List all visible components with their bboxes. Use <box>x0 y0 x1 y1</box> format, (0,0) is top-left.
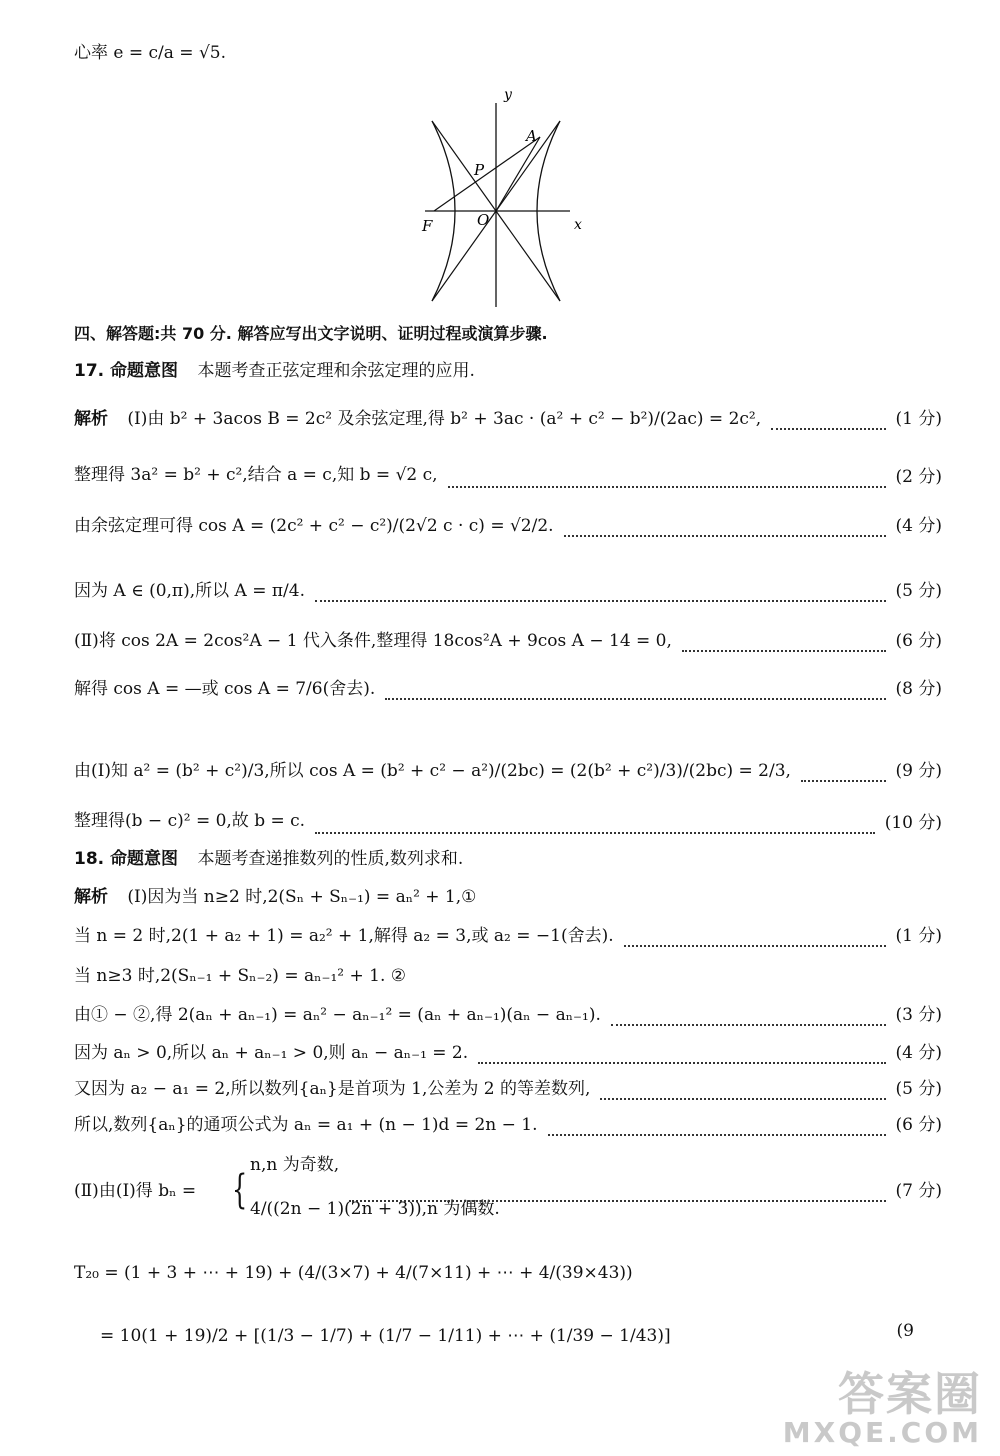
eccentricity-text: 心率 e = c/a = √5. <box>74 43 227 63</box>
q17-line-2: 整理得 3a² = b² + c²,结合 a = c,知 b = √2 c, <box>74 465 438 485</box>
q17-analysis-label: 解析 <box>74 409 108 429</box>
watermark-url: MXQE.COM <box>782 1416 982 1449</box>
label-O: O <box>477 211 490 229</box>
line-OA <box>496 137 540 211</box>
watermark <box>782 1367 982 1449</box>
q17-score-6: (8 分) <box>895 679 942 699</box>
q18-intent-label: 18. 命题意图 <box>74 849 179 869</box>
q17-score-5: (6 分) <box>895 631 942 651</box>
q17-line-1 <box>74 408 761 430</box>
label-y: y <box>504 87 512 103</box>
dot-leader <box>315 578 886 602</box>
dot-leader <box>801 758 886 782</box>
dot-leader <box>349 1178 885 1202</box>
q17-score-4: (5 分) <box>895 581 942 601</box>
q17-line-1-text: (Ⅰ)由 b² + 3acos B = 2c² 及余弦定理,得 b² + 3ac · (a² + c² − b²)/(2ac) = 2c², <box>127 409 762 429</box>
q17-line-4: 因为 A ∈ (0,π),所以 A = π/4. <box>74 581 305 601</box>
q18-case-odd: n,n 为奇数, <box>250 1155 340 1175</box>
q18-score-6: (6 分) <box>895 1115 942 1135</box>
q18-case-even: 4/((2n − 1)(2n + 3)),n 为偶数. <box>250 1199 500 1219</box>
section-heading: 四、解答题:共 70 分. 解答应写出文字说明、证明过程或演算步骤. <box>74 324 548 343</box>
q18-line-6: 所以,数列{aₙ}的通项公式为 aₙ = a₁ + (n − 1)d = 2n − 1. <box>74 1115 538 1135</box>
dot-leader <box>478 1040 885 1064</box>
q17-score-7: (9 分) <box>895 761 942 781</box>
label-A: A <box>526 127 537 145</box>
q17-line-5: (Ⅱ)将 cos 2A = 2cos²A − 1 代入条件,整理得 18cos²A + 9cos A − 14 = 0, <box>74 631 672 651</box>
dot-leader <box>564 513 886 537</box>
q17-intent-label: 17. 命题意图 <box>74 361 179 381</box>
dot-leader <box>600 1076 885 1100</box>
q17-line-8: 整理得(b − c)² = 0,故 b = c. <box>74 811 306 831</box>
q17-score-3: (4 分) <box>895 516 942 536</box>
brace-icon: { <box>232 1167 248 1213</box>
dot-leader <box>448 464 886 488</box>
q18-score-3: (3 分) <box>895 1005 942 1025</box>
label-F: F <box>422 217 433 235</box>
hyperbola-figure <box>410 85 595 310</box>
q18-t20-line2: = 10(1 + 19)/2 + [(1/3 − 1/7) + (1/7 − 1/11) + ⋯ + (1/39 − 1/43)] <box>100 1326 671 1346</box>
q18-score-5: (5 分) <box>895 1079 942 1099</box>
q17-score-8: (10 分) <box>884 813 942 833</box>
dot-leader <box>771 406 885 430</box>
q18-line-4: 因为 aₙ > 0,所以 aₙ + aₙ₋₁ > 0,则 aₙ − aₙ₋₁ = 2. <box>74 1043 469 1063</box>
q18-line-3: 由① − ②,得 2(aₙ + aₙ₋₁) = aₙ² − aₙ₋₁² = (aₙ + aₙ₋₁)(aₙ − aₙ₋₁). <box>74 1005 601 1025</box>
q18-part2-prefix: (Ⅱ)由(Ⅰ)得 bₙ = <box>74 1181 197 1201</box>
q18-line-5: 又因为 a₂ − a₁ = 2,所以数列{aₙ}是首项为 1,公差为 2 的等差数列, <box>74 1079 591 1099</box>
q18-intent-text: 本题考查递推数列的性质,数列求和. <box>197 849 464 869</box>
label-P: P <box>474 161 485 179</box>
watermark-cn: 答案圈 <box>838 1367 982 1421</box>
q17-line-6: 解得 cos A = —或 cos A = 7/6(舍去). <box>74 679 376 699</box>
q18-line-2: 当 n≥3 时,2(Sₙ₋₁ + Sₙ₋₂) = aₙ₋₁² + 1. ② <box>74 966 406 986</box>
q18-analysis-label: 解析 <box>74 887 108 907</box>
q17-score-2: (2 分) <box>895 467 942 487</box>
q17-intent <box>74 360 475 382</box>
q18-score-4: (4 分) <box>895 1043 942 1063</box>
dot-leader <box>611 1002 886 1026</box>
q18-first-line <box>74 886 476 908</box>
q18-t20-line: T₂₀ = (1 + 3 + ⋯ + 19) + (4/(3×7) + 4/(7×11) + ⋯ + 4/(39×43)) <box>74 1263 633 1283</box>
label-x: x <box>574 217 582 233</box>
q18-line-1: 当 n = 2 时,2(1 + a₂ + 1) = a₂² + 1,解得 a₂ = 3,或 a₂ = −1(舍去). <box>74 926 614 946</box>
q17-line-3: 由余弦定理可得 cos A = (2c² + c² − c²)/(2√2 c · c) = √2/2. <box>74 516 554 536</box>
dot-leader <box>315 810 875 834</box>
dot-leader <box>682 628 886 652</box>
dot-leader <box>548 1112 886 1136</box>
q18-score-1: (1 分) <box>895 926 942 946</box>
q17-intent-text: 本题考查正弦定理和余弦定理的应用. <box>197 361 475 381</box>
q18-first-line-text: (Ⅰ)因为当 n≥2 时,2(Sₙ + Sₙ₋₁) = aₙ² + 1,① <box>127 887 477 907</box>
line-FA <box>434 137 540 211</box>
q18-part2-score: (7 分) <box>895 1181 942 1201</box>
dot-leader <box>385 676 885 700</box>
dot-leader <box>624 923 886 947</box>
q17-score-1: (1 分) <box>895 409 942 429</box>
q18-intent <box>74 848 463 870</box>
q17-line-7: 由(Ⅰ)知 a² = (b² + c²)/3,所以 cos A = (b² + c² − a²)/(2bc) = (2(b² + c²)/3)/(2bc) = 2/3, <box>74 761 791 781</box>
q18-last-score: (9 <box>896 1321 914 1341</box>
